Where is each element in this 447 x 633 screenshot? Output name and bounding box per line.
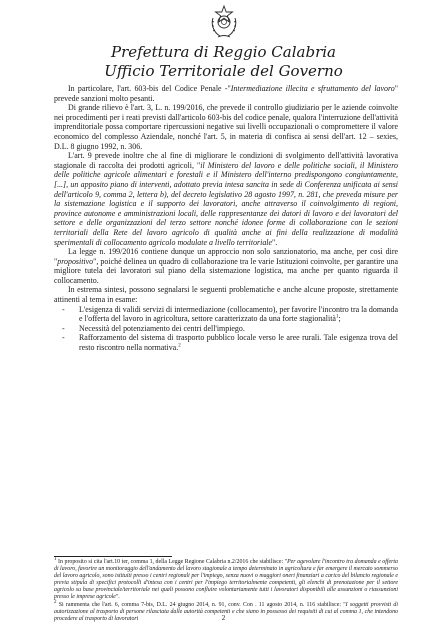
paragraph-5: In estrema sintesi, possono segnalarsi le seguenti problematiche e anche alcune proposte, strettamente attinenti al tema in esame: bbox=[54, 285, 398, 305]
page-number: 2 bbox=[221, 614, 226, 622]
header-subtitle: Ufficio Territoriale del Governo bbox=[104, 62, 343, 80]
footnote-ref: 1 bbox=[335, 314, 339, 320]
list-item: - Rafforzamento del sistema di trasporto pubblico locale verso le aree rurali. Tale esigenza trova del resto riscontro nella normativa.$^2$ bbox=[62, 333, 398, 353]
paragraph-1: In particolare, l'art. 603-bis del Codice Penale -"Intermediazione illecita e sfruttamento del lavoro" prevede sanzioni molto pesanti. bbox=[54, 84, 398, 103]
paragraph-3: L'art. 9 prevede inoltre che al fine di migliorare le condizioni di svolgimento dell'attività lavorativa stagionale di raccolta dei prodotti agricoli, "il Ministero del lavoro e delle politiche sociali, il Ministero delle politiche agricole alimentari e forestali e il Ministero dell'interno predispongono congiuntamente, [...], un apposito piano di interventi, adottato previa intesa sancita in sede di Conferenza unificata ai sensi dell'articolo 9, comma 2, lettera b), del decreto legislativo 28 agosto 1997, n. 281, che preveda misure per la sistemazione logistica e il supporto dei lavoratori, anche attraverso il coinvolgimento di regioni, province autonome e amministrazioni locali, delle rappresentanze dei datori di lavoro e dei lavoratori del settore e delle organizzazioni del terzo settore nonché idonee forme di collaborazione con le sezioni territoriali della Rete del lavoro agricolo di qualità anche ai fini della realizzazione di modalità sperimentali di collocamento agricolo modulate a livello territoriale". bbox=[54, 151, 398, 247]
header-title: Prefettura di Reggio Calabria bbox=[111, 43, 336, 61]
footnote-ref: 2 bbox=[178, 343, 181, 349]
italian-republic-emblem-icon bbox=[208, 4, 240, 40]
paragraph-4: La legge n. 199/2016 contiene dunque un approccio non solo sanzionatorio, ma anche, per così dire "propositivo", poiché delinea un quadro di collaborazione tra le varie Istituzioni coinvolte, per garantire una migliore tutela dei lavoratori sul piano della sistemazione logistica, ma anche per quanto riguarda il collocamento. bbox=[54, 247, 398, 285]
paragraph-2: Di grande rilievo è l'art. 3, L. n. 199/2016, che prevede il controllo giudiziario per le aziende coinvolte nei procedimenti per i reati previsti dall'articolo 603-bis del codice penale, qualora l'interruzione dell'attività imprenditoriale possa comportare ripercussioni negative sui livelli occupazionali o compromettere il valore economico del complesso Aziendale, nonché l'art. 5, in materia di confisca ai sensi dell'art. 12 – sexies, D.L. 8 giugno 1992, n. 306. bbox=[54, 103, 398, 151]
proposal-list bbox=[54, 305, 398, 353]
list-item: - L'esigenza di validi servizi di intermediazione (collocamento), per favorire l'incontro tra la domanda e l'offerta del lavoro in agricoltura, settore caratterizzato da una forte stagionalità$^1$; bbox=[62, 304, 398, 324]
footnote-divider bbox=[54, 556, 172, 557]
list-item: - Necessità del potenziamento dei centri dell'impiego. bbox=[62, 323, 245, 333]
footnote-1: $^1$ In proposito si cita l'art.10 ter, comma 1, della Legge Regione Calabria n.2/2016 che stabilisce: "Per agevolare l'incontro tra domanda e offerta di lavoro, favorire un monitoraggio dell'andamento del lavoro stagionale a tempo determinato in agricoltura e far emergere il mercato sommerso del lavoro agricolo, sono istituiti presso i centri regionali per l'impiego, senza nuovi o maggiori oneri finanziari a carico del bilancio regionale e previa stipula di specifici protocolli d'intesa con i centri per l'impiego territorialmente competenti, gli elenchi di prenotazione per il settore agricolo su base provinciale/territoriale nei quali possono confluire volontariamente tutti i lavoratori disponibili alle assunzioni o riassunzioni presso le imprese agricole". bbox=[54, 557, 398, 601]
document-body bbox=[54, 84, 398, 353]
footnote-2: $^2$ Si rammenta che l'art. 6, comma 7-bis, D.L. 24 giugno 2014, n. 91, conv. Con . 11 agosto 2014, n. 116 stabilisce: "I soggetti provvisti di autorizzazione al trasporto di persone rilasciata dalle autorità competenti e che siano in possesso dei requisiti di cui al comma 1, che intendono procedere al trasporto di lavoratori bbox=[54, 599, 398, 622]
